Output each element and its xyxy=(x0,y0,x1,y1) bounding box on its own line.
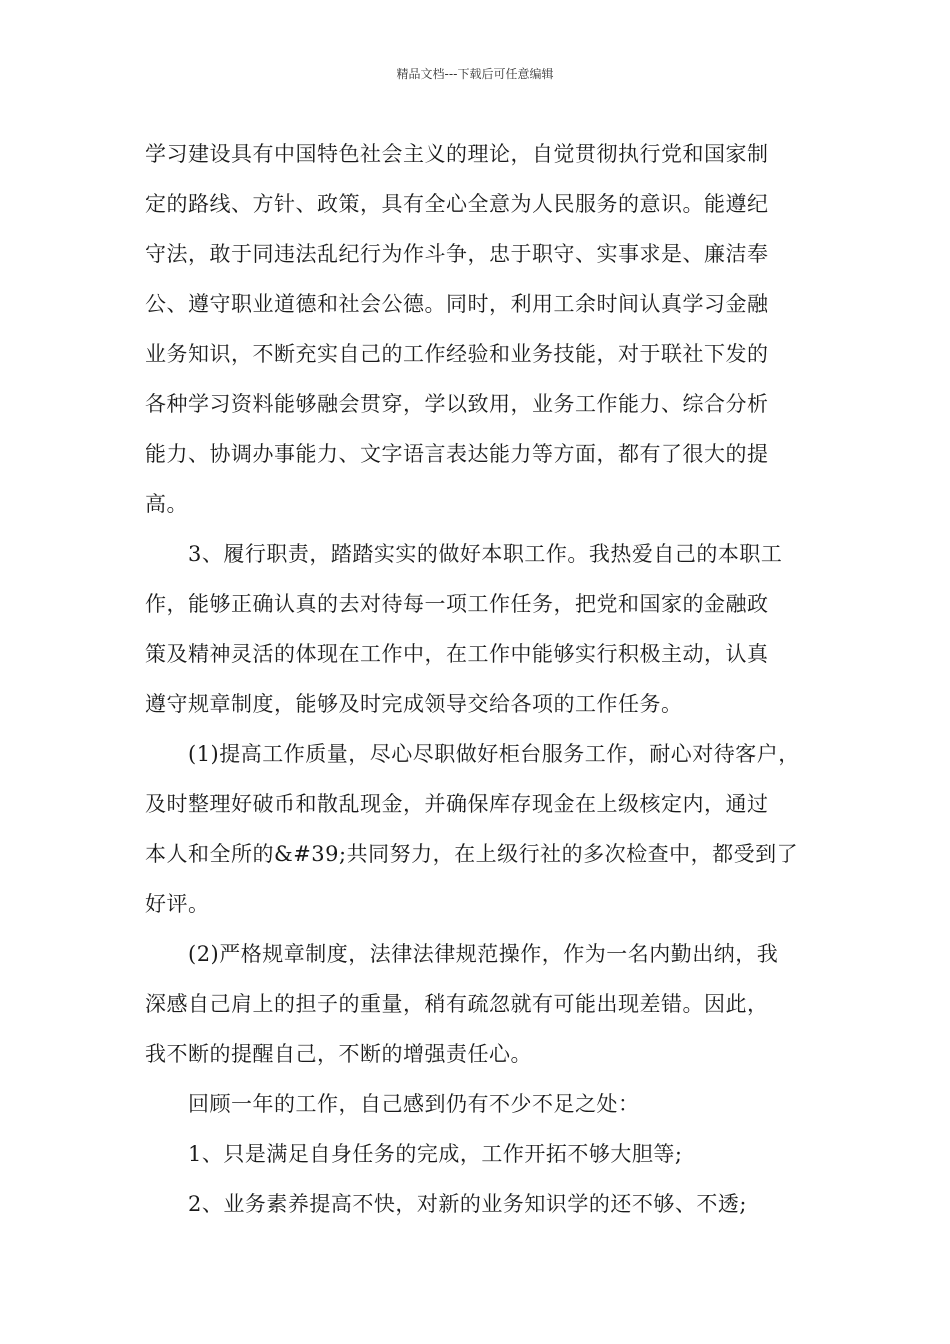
text-line: 好评。 xyxy=(145,892,210,916)
text-line: 高。 xyxy=(145,492,188,516)
text-line: 定的路线、方针、政策，具有全心全意为人民服务的意识。能遵纪 xyxy=(145,192,769,216)
text-line: 各种学习资料能够融会贯穿，学以致用，业务工作能力、综合分析 xyxy=(145,392,769,416)
text-line: 守法，敢于同违法乱纪行为作斗争，忠于职守、实事求是、廉洁奉 xyxy=(145,242,769,266)
text-line: 策及精神灵活的体现在工作中，在工作中能够实行积极主动，认真 xyxy=(145,642,769,666)
text-line: 深感自己肩上的担子的重量，稍有疏忽就有可能出现差错。因此， xyxy=(145,992,769,1016)
text-line: 及时整理好破币和散乱现金，并确保库存现金在上级核定内，通过 xyxy=(145,792,769,816)
text-line: 学习建设具有中国特色社会主义的理论，自觉贯彻执行党和国家制 xyxy=(145,142,769,166)
document-body xyxy=(145,129,815,1229)
paragraph-start-line: (1)提高工作质量，尽心尽职做好柜台服务工作，耐心对待客户， xyxy=(188,742,800,766)
text-line: 我不断的提醒自己，不断的增强责任心。 xyxy=(145,1042,532,1066)
list-item-line: 2、业务素养提高不快，对新的业务知识学的还不够、不透; xyxy=(188,1192,747,1216)
paragraph-start-line: 回顾一年的工作，自己感到仍有不少不足之处： xyxy=(188,1092,640,1116)
paragraph-start-line: (2)严格规章制度，法律法律规范操作，作为一名内勤出纳，我 xyxy=(188,942,779,966)
text-line: 公、遵守职业道德和社会公德。同时，利用工余时间认真学习金融 xyxy=(145,292,769,316)
text-line: 作，能够正确认真的去对待每一项工作任务，把党和国家的金融政 xyxy=(145,592,769,616)
text-line: 遵守规章制度，能够及时完成领导交给各项的工作任务。 xyxy=(145,692,683,716)
text-line: 业务知识，不断充实自己的工作经验和业务技能，对于联社下发的 xyxy=(145,342,769,366)
page-header: 精品文档---下载后可任意编辑 xyxy=(396,67,554,81)
text-line: 本人和全所的&#39;共同努力，在上级行社的多次检查中，都受到了 xyxy=(145,842,799,866)
text-line: 能力、协调办事能力、文字语言表达能力等方面，都有了很大的提 xyxy=(145,442,769,466)
paragraph-start-line: 3、履行职责，踏踏实实的做好本职工作。我热爱自己的本职工 xyxy=(188,542,783,566)
list-item-line: 1、只是满足自身任务的完成，工作开拓不够大胆等; xyxy=(188,1142,683,1166)
